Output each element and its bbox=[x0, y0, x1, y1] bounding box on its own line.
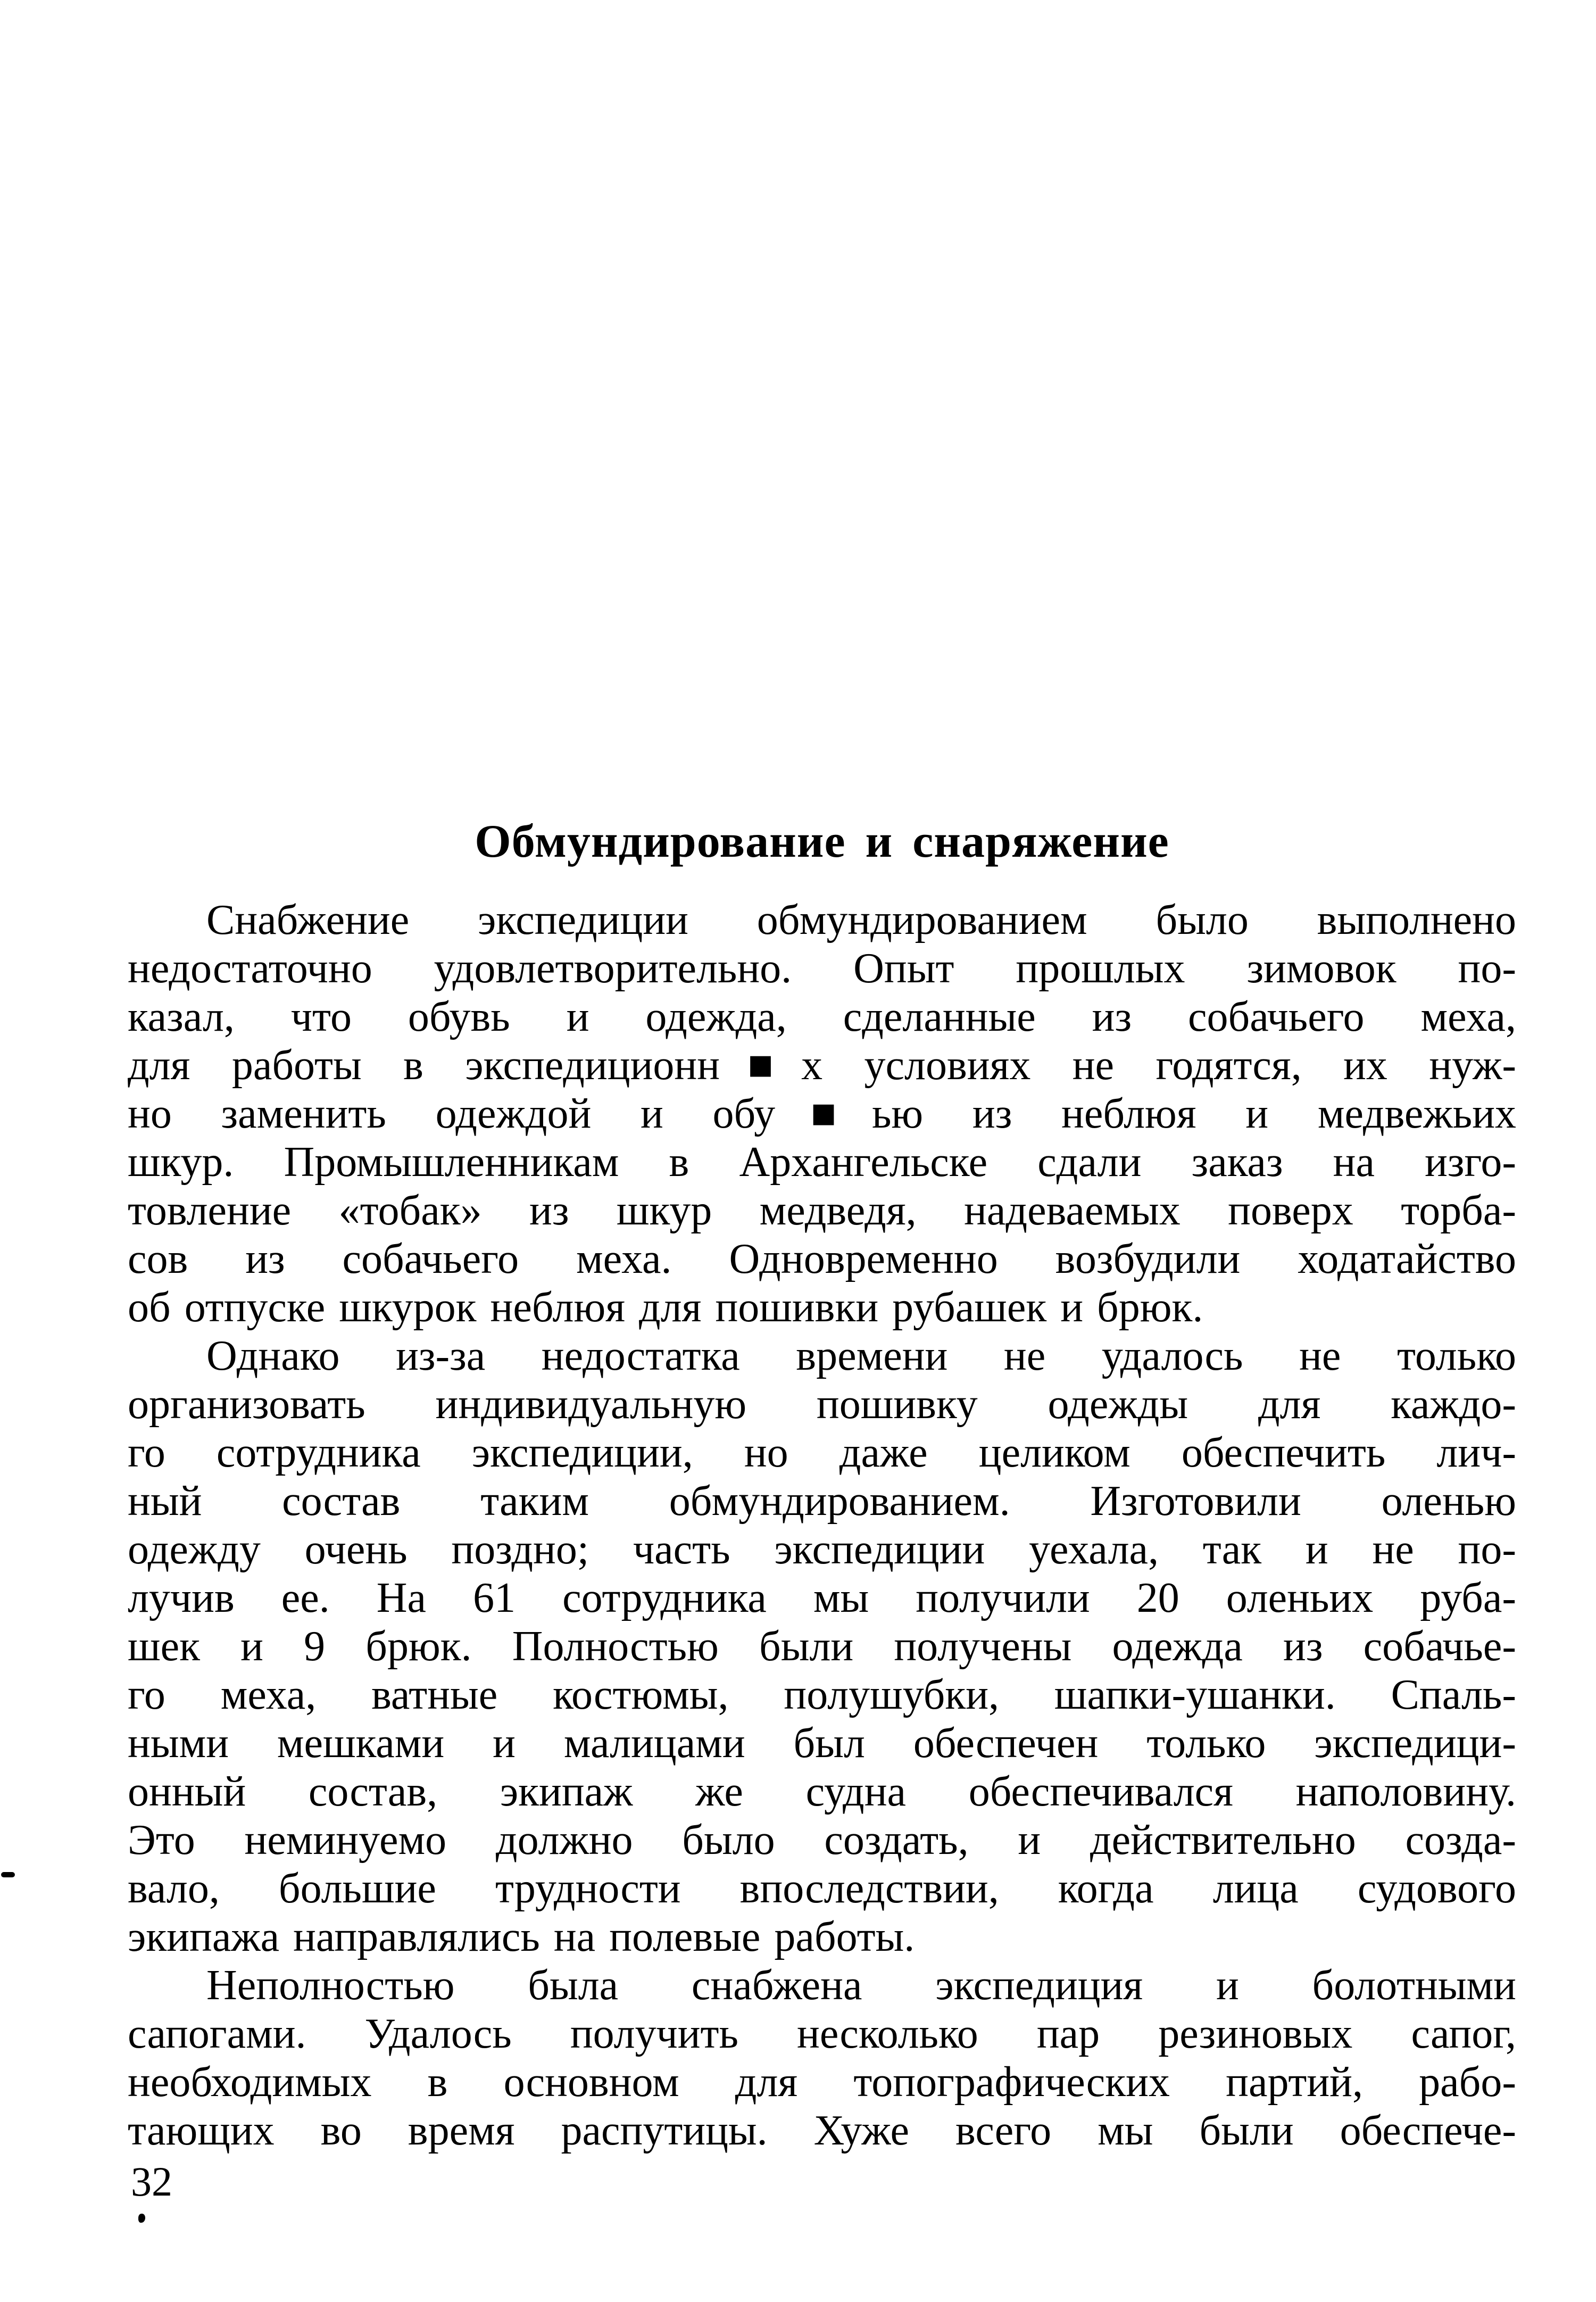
text-line: товление «тобак» из шкур медведя, надеваемых поверх торба- bbox=[128, 1187, 1516, 1234]
text-line: тающих во время распутицы. Хуже всего мы были обеспече- bbox=[128, 2107, 1516, 2154]
chapter-title: Обмундирование и снаряжение bbox=[475, 816, 1169, 867]
page-body bbox=[128, 896, 1516, 2155]
text-line: сапогами. Удалось получить несколько пар резиновых сапог, bbox=[128, 2010, 1516, 2057]
text-line: Неполностью была снабжена экспедиция и болотными bbox=[206, 1962, 1516, 2009]
text-line: онный состав, экипаж же судна обеспечивался наполовину. bbox=[128, 1768, 1516, 1815]
text-line: казал, что обувь и одежда, сделанные из собачьего меха, bbox=[128, 993, 1516, 1040]
page-number: 32 bbox=[131, 2158, 172, 2205]
text-line: шек и 9 брюк. Полностью были получены одежда из собачье- bbox=[128, 1623, 1516, 1670]
text-line: Однако из-за недостатка времени не удалось не только bbox=[206, 1332, 1516, 1379]
paragraph bbox=[128, 1332, 1516, 1961]
text-line: экипажа направлялись на полевые работы. bbox=[128, 1914, 915, 1960]
text-line: но заменить одеждой и обу■ью из неблюя и медвежьих bbox=[128, 1090, 1516, 1137]
text-line: го сотрудника экспедиции, но даже целиком обеспечить лич- bbox=[128, 1429, 1516, 1476]
text-line: вало, большие трудности впоследствии, когда лица судового bbox=[128, 1865, 1516, 1912]
ink-speck-under-page-number bbox=[138, 2214, 145, 2223]
text-line: одежду очень поздно; часть экспедиции уехала, так и не по- bbox=[128, 1526, 1516, 1573]
text-line: сов из собачьего меха. Одновременно возбудили ходатайство bbox=[128, 1236, 1516, 1282]
text-line: ный состав таким обмундированием. Изготовили оленью bbox=[128, 1478, 1516, 1525]
text-line: Это неминуемо должно было создать, и действительно созда- bbox=[128, 1817, 1516, 1864]
text-line: лучив ее. На 61 сотрудника мы получили 20 оленьих руба- bbox=[128, 1575, 1516, 1621]
text-line: организовать индивидуальную пошивку одежды для каждо- bbox=[128, 1381, 1516, 1428]
text-line: го меха, ватные костюмы, полушубки, шапки-ушанки. Спаль- bbox=[128, 1671, 1516, 1718]
paragraph bbox=[128, 896, 1516, 1332]
text-line: необходимых в основном для топографических партий, рабо- bbox=[128, 2059, 1516, 2106]
text-line: шкур. Промышленникам в Архангельске сдали заказ на изго- bbox=[128, 1139, 1516, 1186]
text-line: об отпуске шкурок неблюя для пошивки рубашек и брюк. bbox=[128, 1284, 1203, 1331]
ink-speck-left-margin bbox=[1, 1872, 15, 1877]
paragraph bbox=[128, 1961, 1516, 2155]
text-line: для работы в экспедиционн■х условиях не годятся, их нуж- bbox=[128, 1042, 1516, 1089]
text-line: недостаточно удовлетворительно. Опыт прошлых зимовок по- bbox=[128, 945, 1516, 992]
text-line: ными мешками и малицами был обеспечен только экспедици- bbox=[128, 1720, 1516, 1767]
text-line: Снабжение экспедиции обмундированием было выполнено bbox=[206, 897, 1516, 943]
